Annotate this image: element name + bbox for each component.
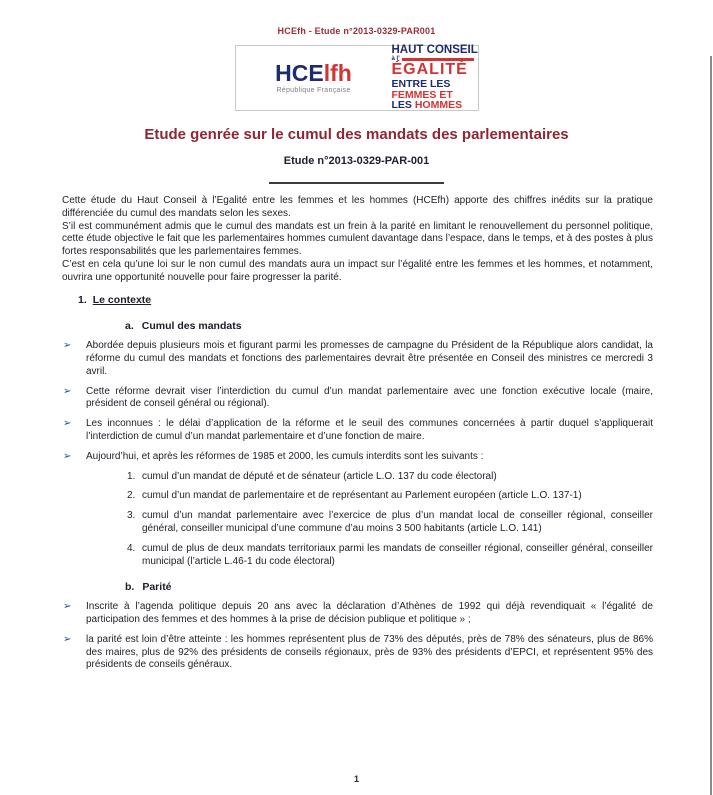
numbered-item [127,510,653,536]
section-1-heading [78,294,653,307]
bullet-item [62,634,653,672]
bullet-item [62,601,653,627]
bullet-item [62,386,653,412]
hcefh-acronym-hce: HCE [275,60,324,86]
bullet-arrow-icon: ➢ [63,633,72,645]
logo-caption: République Française [276,87,351,94]
numbered-item-text: cumul de plus de deux mandats territoriaux parmi les mandats de conseiller régional, conseiller général, conseiller municipal (l’article L.46-1 du code électoral) [142,542,653,567]
subsection-a-label: Cumul des mandats [141,320,242,333]
banner-entre-les: ENTRE LES [391,78,451,91]
subsection-b-letter: b. [125,581,135,594]
numbered-item-number: 3. [127,510,136,522]
subsection-a-letter: a. [125,320,134,333]
hcefh-logo [235,45,479,111]
banner-haut-conseil: HAUT CONSEIL [391,44,478,57]
hcefh-logo-banner [392,46,478,110]
subsection-b-heading [125,581,653,594]
bullet-arrow-icon: ➢ [63,601,72,613]
numbered-item-text: cumul d’un mandat de parlementaire et de représentant au Parlement européen (article L.O. 137-1) [142,490,582,502]
hcefh-acronym-lfh: lfh [323,60,352,86]
document-reference: HCEfh - Etude n°2013-0329-PAR001 [277,26,436,36]
bullet-text: la parité est loin d’être atteinte : les hommes représentent plus de 73% des députés, près de 78% des sénateurs, plus de 86% des maires, plus de 92% des présidents de conseils régionaux, près de 93% des présidents d’EPCI, et représentent 95% des présidents de conseils généraux. [86,633,653,671]
numbered-item [127,490,653,503]
page-right-edge-line [710,56,712,795]
bullet-arrow-icon: ➢ [63,418,72,430]
intro-paragraph-3: C’est en cela qu’une loi sur le non cumul des mandats aura un impact sur l’égalité entre les femmes et les hommes, et notamment, ouvrira une opportunité nouvelle pour faire progresser la parité. [62,258,653,283]
intro-paragraph-1: Cette étude du Haut Conseil à l’Egalité entre les femmes et les hommes (HCEfh) apporte des chiffres inédits sur la pratique différenciée du cumul des mandats selon les sexes. [62,195,653,219]
banner-a-l: à l’ [391,56,400,63]
numbered-item-text: cumul d’un mandat de député et de sénateur (article L.O. 137 du code électoral) [142,470,497,482]
bullet-text: Abordée depuis plusieurs mois et figurant parmi les promesses de campagne du Président de la République alors candidat, la réforme du cumul des mandats et fonctions des parlementaires devrait être présentée en Conseil des ministres ce mercredi 3 avril. [86,340,653,377]
bullet-text: Inscrite à l’agenda politique depuis 20 ans avec la déclaration d’Athènes de 1992 qui déjà revendiquait « l’égalité de participation des femmes et des hommes à la prise de décision publique et politique » ; [86,601,653,625]
hcefh-acronym [275,62,352,85]
document-body [0,195,713,672]
title-divider [269,182,444,184]
page-title: Etude genrée sur le cumul des mandats des parlementaires [144,126,569,143]
numbered-item-number: 2. [127,490,136,502]
bullet-text: Cette réforme devrait viser l’interdiction du cumul d’un mandat parlementaire avec une fonction exécutive locale (maire, président de conseil général ou régional). [86,385,653,410]
numbered-item-number: 4. [127,542,136,554]
subsection-b-label: Parité [142,581,172,594]
banner-les: LES [391,99,415,112]
bullet-item [62,451,653,464]
numbered-item-number: 1. [127,470,136,482]
bullet-text: Aujourd’hui, et après les réformes de 1985 et 2000, les cumuls interdits sont les suivants : [86,450,484,462]
bullet-item [62,418,653,444]
hcefh-logo-left [236,46,392,110]
bullet-arrow-icon: ➢ [63,385,72,397]
bullet-arrow-icon: ➢ [63,340,72,352]
numbered-item-text: cumul d’un mandat parlementaire avec l’exercice de plus d’un mandat local de conseiller régional, conseiller général, conseiller municipal d’une commune d’au moins 3 500 habitants (article L.O. 141) [142,510,653,534]
bullet-arrow-icon: ➢ [63,450,72,462]
numbered-item [127,471,653,484]
page-number: 1 [353,774,359,784]
banner-femmes-et: FEMMES ET [391,88,453,101]
bullet-item [62,340,653,378]
section-1-number: 1. [78,293,87,306]
banner-hommes: HOMMES [414,99,463,112]
numbered-item [127,543,653,569]
bullet-text: Les inconnues : le délai d’application de la réforme et le seuil des communes concernées à partir duquel s’appliquerait l’interdiction de cumul d’un mandat parlementaire et d’une fonction de maire. [86,418,653,442]
banner-les-hommes [392,100,474,111]
section-1-label: Le contexte [92,293,152,306]
banner-egalite: ÉGALITÉ [391,61,468,79]
document-number: Etude n°2013-0329-PAR-001 [283,155,430,167]
subsection-a-heading [125,320,653,333]
intro-paragraph-2: S’il est communément admis que le cumul des mandats est un frein à la parité en limitant le renouvellement du personnel politique, cette étude objective le fait que les parlementaires hommes cumulent davantage dans l’espace, dans le temps, et à des postes à plus fortes responsabilités que les parlementaires femmes. [62,220,653,258]
